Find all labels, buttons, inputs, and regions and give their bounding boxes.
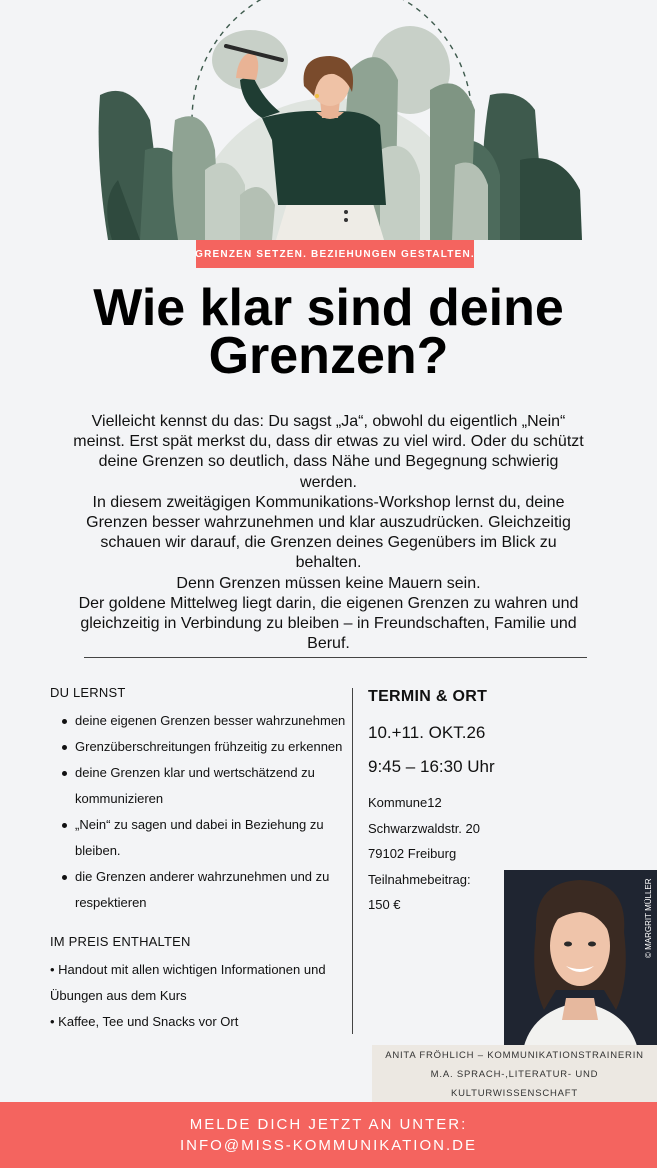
photo-credit <box>641 872 655 958</box>
portrait-illustration <box>504 870 657 1046</box>
learn-item: die Grenzen anderer wahrzunehmen und zu respektieren <box>75 864 350 916</box>
photo-credit-text: © MARGRIT MÜLLER <box>644 878 653 958</box>
learn-item: Grenzüberschreitungen frühzeitig zu erkennen <box>75 734 350 760</box>
included-section <box>50 934 350 1035</box>
intro-text <box>70 412 587 654</box>
termin-time: 9:45 – 16:30 Uhr <box>368 757 495 776</box>
included-item: • Handout mit allen wichtigen Informationen und Übungen aus dem Kurs <box>50 962 326 1003</box>
contact-email[interactable]: INFO@MISS-KOMMUNIKATION.DE <box>180 1137 477 1154</box>
termin-date: 10.+11. OKT.26 <box>368 723 486 742</box>
leaf-light <box>205 163 245 240</box>
learn-section <box>50 685 350 1035</box>
fee-label: Teilnahmebeitrag: <box>368 871 471 887</box>
trainer-photo <box>504 870 657 1046</box>
trainer-caption <box>372 1045 657 1103</box>
intro-paragraph: Vielleicht kennst du das: Du sagst „Ja“, obwohl du eigentlich „Nein“ meinst. Erst spät merkst du, dass dir etwas zu viel wird. Oder du schützt deine Grenzen so deutlich, dass Nähe und Begegnung schwierig werden. <box>73 413 584 491</box>
intro-paragraph: Der goldene Mittelweg liegt darin, die eigenen Grenzen zu wahren und gleichzeitig in Verbindung zu bleiben – in Freundschaften, Familie und Beruf. <box>78 594 579 653</box>
learn-title: DU LERNST <box>50 685 126 700</box>
termin-venue: Kommune12 <box>368 795 442 810</box>
intro-paragraph: In diesem zweitägigen Kommunikations-Workshop lernst du, deine Grenzen besser wahrzunehmen und klar auszudrücken. Gleichzeitig schauen wir darauf, die Grenzen deines Gegenübers im Blick zu behalten. <box>86 493 571 572</box>
caption-line: KULTURWISSENSCHAFT <box>450 1087 578 1099</box>
fee-value: 150 € <box>368 897 401 912</box>
termin-city: 79102 Freiburg <box>368 846 457 861</box>
skirt <box>276 200 384 240</box>
page-title: Wie klar sind deine Grenzen? <box>93 279 564 385</box>
learn-list <box>50 708 350 916</box>
hero-illustration <box>0 0 657 245</box>
divider <box>84 657 587 658</box>
caption-line: ANITA FRÖHLICH – KOMMUNIKATIONSTRAINERIN <box>385 1049 644 1061</box>
caption-line: M.A. SPRACH-,LITERATUR- UND <box>430 1068 599 1080</box>
included-item: • Kaffee, Tee und Snacks vor Ort <box>50 1014 239 1029</box>
termin-street: Schwarzwaldstr. 20 <box>368 820 480 836</box>
learn-item: deine eigenen Grenzen besser wahrzunehmen <box>75 708 350 734</box>
footer-line: MELDE DICH JETZT AN UNTER: <box>189 1116 468 1133</box>
column-divider <box>352 688 353 1034</box>
termin-title: TERMIN & ORT <box>368 688 488 705</box>
tagline-banner: GRENZEN SETZEN. BEZIEHUNGEN GESTALTEN. <box>196 240 474 268</box>
intro-paragraph: Denn Grenzen müssen keine Mauern sein. <box>176 574 481 592</box>
learn-item: deine Grenzen klar und wertschätzend zu kommunizieren <box>75 760 350 812</box>
included-title: IM PREIS ENTHALTEN <box>50 934 191 949</box>
signup-footer <box>0 1102 657 1168</box>
learn-item: „Nein“ zu sagen und dabei in Beziehung zu bleiben. <box>75 812 350 864</box>
sweater <box>262 111 386 205</box>
